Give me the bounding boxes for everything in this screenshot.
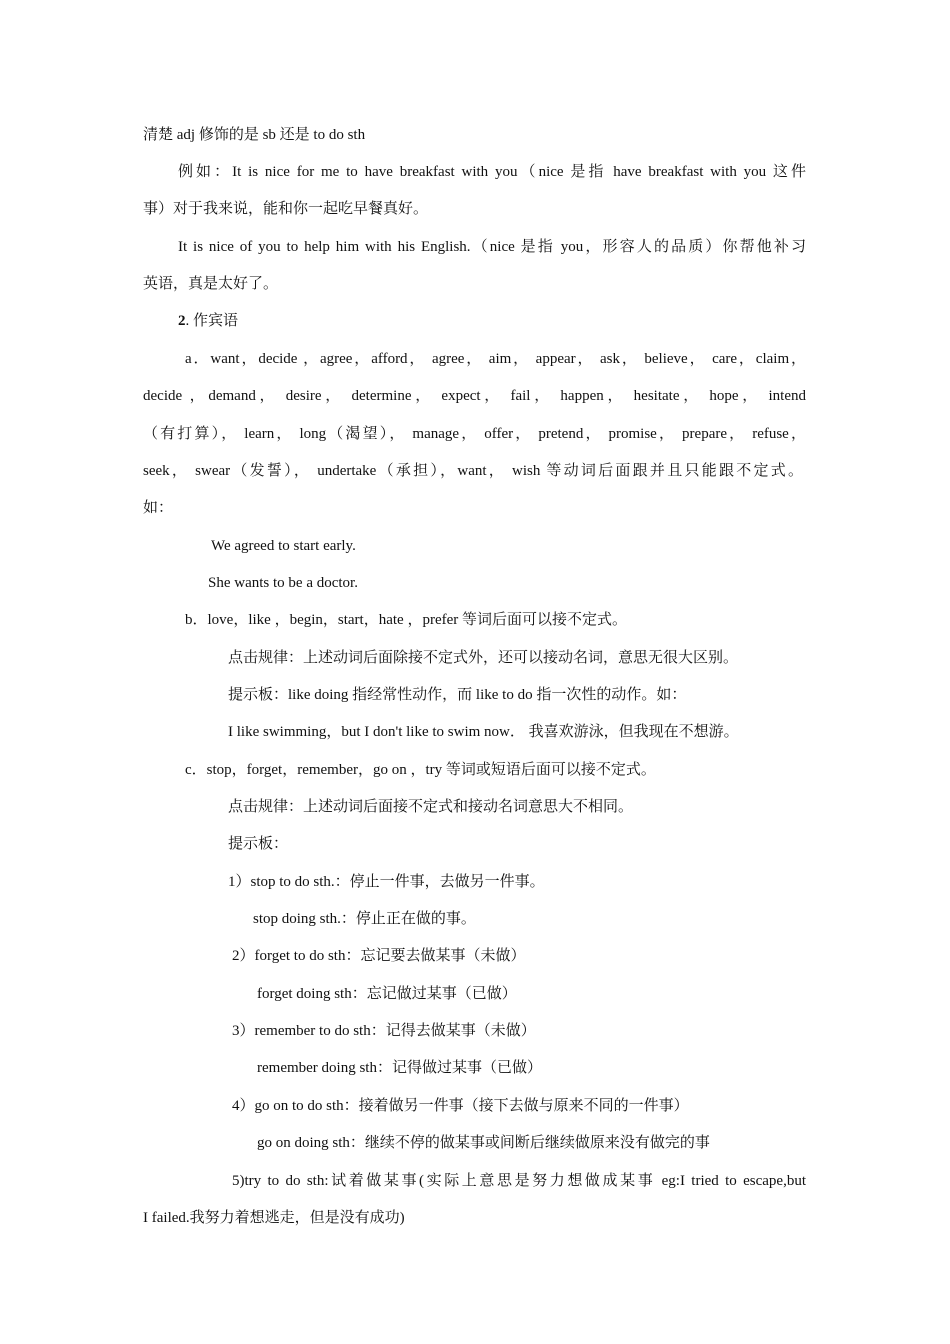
section-number: 2 [178,313,186,329]
example-sentence: We agreed to start early. [211,538,356,554]
example-2-line-1: It is nice of you to help him with his English.（nice 是指 you，形容人的品质）你帮他补习 [178,239,806,255]
tip-note-c: 提示板： [228,836,289,852]
verb-list-a-line-1: a．want，decide ，agree，afford， agree， aim， appear， ask， believe， care，claim， [185,351,806,367]
example-1-line-2: 事）对于我来说，能和你一起吃早餐真好。 [143,201,429,217]
rule-note-b: 点击规律：上述动词后面除接不定式外，还可以接动名词，意思无很大区别。 [228,650,739,666]
section-heading [178,311,238,331]
list-item: 1）stop to do sth.：停止一件事，去做另一件事。 [228,874,545,890]
rule-note-c: 点击规律：上述动词后面接不定式和接动名词意思大不相同。 [228,799,634,815]
list-item: 4）go on to do sth：接着做另一件事（接下去做与原来不同的一件事） [232,1098,689,1114]
tip-note-b: 提示板：like doing 指经常性动作，而 like to do 指一次性的动作。如： [228,687,687,703]
verb-list-b: b．love，like ，begin，start，hate ，prefer 等词后面可以接不定式。 [185,612,628,628]
list-item: 2）forget to do sth：忘记要去做某事（未做） [232,948,526,964]
list-item: remember doing sth：记得做过某事（已做） [257,1060,542,1076]
verb-list-a-line-3: （有打算）， learn， long（渴望）， manage， offer， pretend， promise， prepare， refuse， [143,426,806,442]
verb-list-a-line-5: 如： [143,500,174,516]
example-1-line-1: 例如：It is nice for me to have breakfast with you（nice 是指 have breakfast with you 这件 [178,164,806,180]
list-item: go on doing sth：继续不停的做某事或间断后继续做原来没有做完的事 [257,1135,710,1151]
list-item: stop doing sth.：停止正在做的事。 [253,911,476,927]
list-item: forget doing sth：忘记做过某事（已做） [257,986,517,1002]
verb-list-a-line-4: seek， swear（发誓）， undertake（承担），want， wish 等动词后面跟并且只能跟不定式。 [143,463,803,479]
intro-line: 清楚 adj 修饰的是 sb 还是 to do sth [143,127,366,143]
example-sentence: She wants to be a doctor. [208,575,358,591]
list-item: 5)try to do sth:试着做某事(实际上意思是努力想做成某事 eg:I tried to escape,but [232,1173,806,1189]
list-item: I failed.我努力着想逃走，但是没有成功) [143,1210,405,1226]
example-2-line-2: 英语，真是太好了。 [143,276,279,292]
verb-list-c: c．stop，forget，remember，go on ，try 等词或短语后面可以接不定式。 [185,762,656,778]
tip-example-b: I like swimming，but I don't like to swim now． 我喜欢游泳，但我现在不想游。 [228,724,739,740]
list-item: 3）remember to do sth：记得去做某事（未做） [232,1023,536,1039]
section-title: . 作宾语 [185,313,239,329]
verb-list-a-line-2: decide ，demand， desire， determine， expect， fail， happen， hesitate， hope， intend [143,388,806,404]
